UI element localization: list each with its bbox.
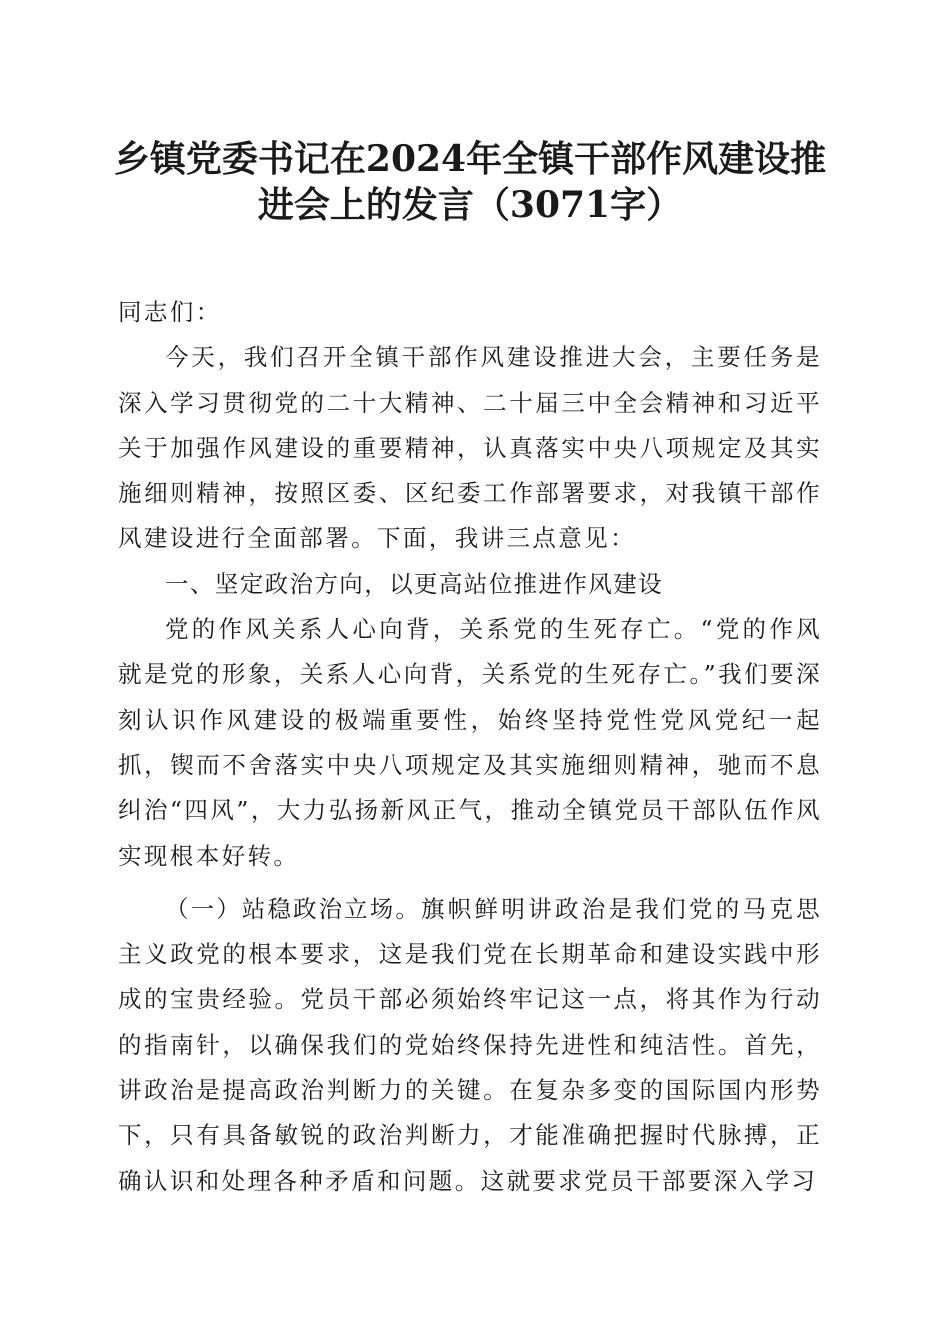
document-page bbox=[113, 0, 827, 1204]
subsection-1-title: （一）站稳政治立场。 bbox=[165, 894, 421, 923]
paragraph-intro: 今天，我们召开全镇干部作风建设推进大会，主要任务是深入学习贯彻党的二十大精神、二十届三中全会精神和习近平关于加强作风建设的重要精神，认真落实中央八项规定及其实施细则精神，按照区委、区纪委工作部署要求，对我镇干部作风建设进行全面部署。下面，我讲三点意见： bbox=[118, 343, 822, 553]
subsection-1 bbox=[118, 887, 822, 1204]
document-body bbox=[118, 290, 822, 1204]
subsection-1-text: 旗帜鲜明讲政治是我们党的马克思主义政党的根本要求，这是我们党在长期革命和建设实践中形成的宝贵经验。党员干部必须始终牢记这一点，将其作为行动的指南针，以确保我们的党始终保持先进性和纯洁性。首先，讲政治是提高政治判断力的关键。在复杂多变的国际国内形势下，只有具备敏锐的政治判断力，才能准确把握时代脉搏，正确认识和处理各种矛盾和问题。这就要求党员干部要深入学习 bbox=[118, 894, 823, 1195]
document-title bbox=[113, 136, 827, 228]
greeting: 同志们： bbox=[118, 298, 222, 326]
title-line-2: 进会上的发言（3071字） bbox=[257, 184, 683, 226]
title-line-1: 乡镇党委书记在2024年全镇干部作风建设推 bbox=[113, 138, 827, 180]
section-heading-1: 一、坚定政治方向，以更高站位推进作风建设 bbox=[165, 569, 663, 598]
paragraph-section-1: 党的作风关系人心向背，关系党的生死存亡。“党的作风就是党的形象，关系人心向背，关系党的生死存亡。”我们要深刻认识作风建设的极端重要性，始终坚持党性党风党纪一起抓，锲而不舍落实中央八项规定及其实施细则精神，驰而不息纠治“四风”，大力弘扬新风正气，推动全镇党员干部队伍作风实现根本好转。 bbox=[118, 615, 822, 870]
